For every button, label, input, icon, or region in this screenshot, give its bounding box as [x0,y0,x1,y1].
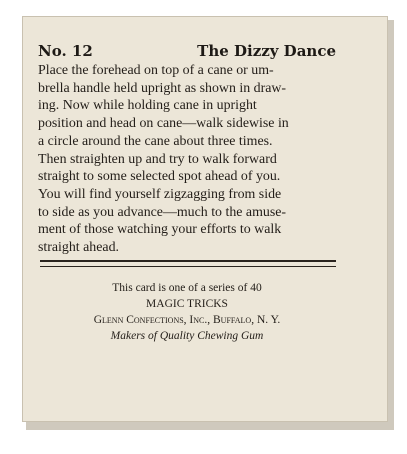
card-header [38,42,336,64]
body-line: a circle around the cane about three times. [38,133,273,149]
body-line: straight to some selected spot ahead of you. [38,169,281,185]
body-line: straight ahead. [38,240,119,256]
card-number: No. 12 [38,42,93,60]
divider-thin [40,266,336,267]
card-title: The Dizzy Dance [197,42,336,60]
card-footer [38,280,336,344]
company-name: Glenn Confections, Inc., Buffalo, N. Y. [93,314,281,326]
body-line: position and head on cane—walk sidewise in [38,116,289,132]
body-line: ment of those watching your efforts to walk [38,222,282,238]
body-line: You will find yourself zigzagging from side [38,186,282,202]
body-line: ing. Now while holding cane in upright [38,98,257,114]
divider-thick [40,260,336,262]
card-body-text [38,62,336,257]
body-line: Then straighten up and try to walk forward [38,151,277,167]
set-name: MAGIC TRICKS [146,298,228,310]
body-line: to side as you advance—much to the amuse- [38,204,287,220]
body-line: brella handle held upright as shown in draw- [38,80,287,96]
body-line: Place the forehead on top of a cane or um- [38,63,274,78]
series-note: This card is one of a series of 40 [112,282,262,294]
company-tagline: Makers of Quality Chewing Gum [110,330,264,342]
